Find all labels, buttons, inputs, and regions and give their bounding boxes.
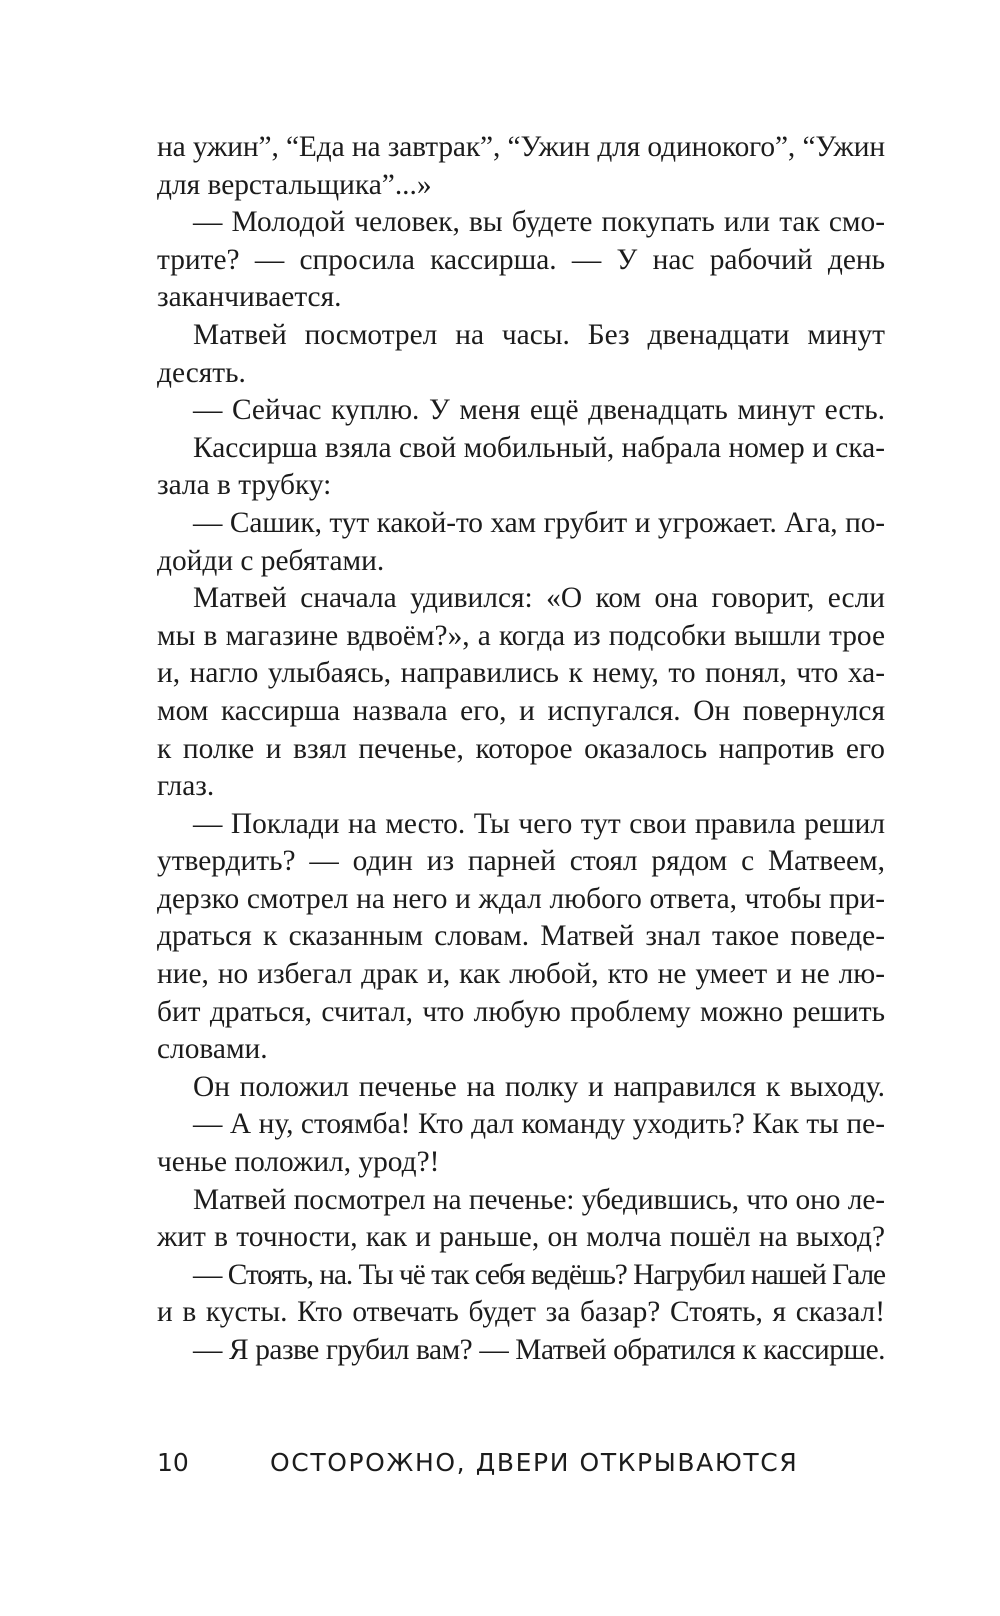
text-line: — А ну, стоямба! Кто дал команду уходить? Как ты пе-	[193, 1108, 885, 1141]
page-footer	[157, 1443, 885, 1483]
text-line: мом кассирша назвала его, и испугался. Он повернулся	[157, 694, 885, 727]
text-line: дойди с ребятами.	[157, 544, 385, 577]
text-line: утвердить? — один из парней стоял рядом с Матвеем,	[157, 845, 885, 878]
text-line: и, нагло улыбаясь, направились к нему, то понял, что ха-	[157, 657, 885, 690]
text-line: и в кусты. Кто отвечать будет за базар? Стоять, я сказал!	[157, 1296, 885, 1329]
text-line: дерзко смотрел на него и ждал любого ответа, чтобы при-	[157, 882, 885, 915]
text-line: Он положил печенье на полку и направился к выходу.	[193, 1070, 885, 1103]
text-line: зала в трубку:	[157, 469, 332, 502]
text-line: — Молодой человек, вы будете покупать или так смо-	[193, 206, 885, 239]
text-line: Матвей посмотрел на часы. Без двенадцати минут	[193, 318, 885, 351]
text-line: заканчивается.	[157, 281, 342, 314]
text-line: на ужин”, “Еда на завтрак”, “Ужин для одинокого”, “Ужин	[157, 131, 885, 163]
text-line: бит драться, считал, что любую проблему можно решить	[157, 995, 885, 1028]
text-line: жит в точности, как и раньше, он молча пошёл на выход?	[157, 1221, 885, 1254]
text-line: трите? — спросила кассирша. — У нас рабочий день	[157, 243, 885, 276]
text-line: ние, но избегал драк и, как любой, кто не умеет и не лю-	[157, 958, 885, 991]
text-line: Матвей посмотрел на печенье: убедившись, что оно ле-	[193, 1183, 885, 1216]
text-line: Матвей сначала удивился: «О ком она говорит, если	[193, 582, 885, 615]
text-line: мы в магазине вдвоём?», а когда из подсобки вышли трое	[157, 619, 885, 652]
text-line: к полке и взял печенье, которое оказалось напротив его	[157, 732, 885, 765]
body-text	[157, 129, 885, 1370]
text-line: для верстальщика”...»	[157, 168, 432, 201]
text-line: десять.	[157, 356, 246, 389]
running-title: ОСТОРОЖНО, ДВЕРИ ОТКРЫВАЮТСЯ	[270, 1448, 799, 1477]
text-line: драться к сказанным словам. Матвей знал такое поведе-	[157, 920, 885, 953]
text-line: — Сашик, тут какой-то хам грубит и угрожает. Ага, по-	[193, 506, 885, 539]
page-number: 10	[157, 1448, 189, 1477]
text-line: — Стоять, на. Ты чё так себя ведёшь? Нагрубил нашей Гале	[193, 1258, 885, 1291]
text-line: глаз.	[157, 770, 215, 803]
text-line: Кассирша взяла свой мобильный, набрала номер и ска-	[193, 431, 885, 464]
text-line: — Я разве грубил вам? — Матвей обратился к кассирше.	[193, 1334, 885, 1366]
text-line: — Сейчас куплю. У меня ещё двенадцать минут есть.	[193, 394, 885, 427]
text-line: словами.	[157, 1033, 268, 1066]
text-line: — Поклади на место. Ты чего тут свои правила решил	[193, 807, 885, 840]
text-line: ченье положил, урод?!	[157, 1146, 440, 1179]
